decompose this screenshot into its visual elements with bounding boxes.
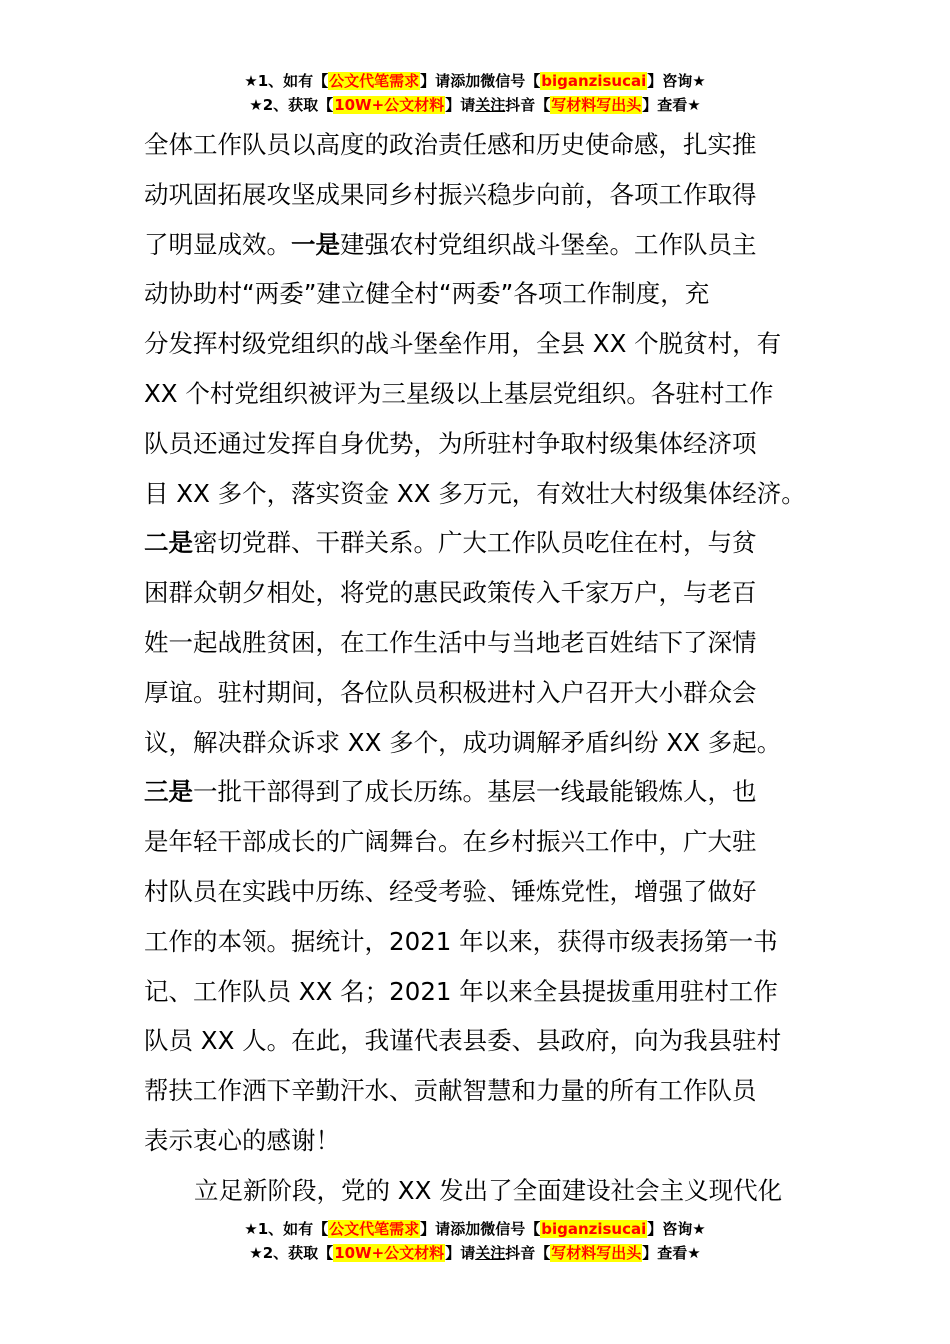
promo-emphasis: 添加 bbox=[450, 72, 481, 90]
text-line: 议，解决群众诉求 XX 多个，成功调解矛盾纠纷 XX 多起。 bbox=[144, 727, 782, 757]
promo-highlight: biganzisucai bbox=[541, 72, 647, 90]
point-marker: 三是 bbox=[144, 777, 193, 807]
promo-text: 抖音【 bbox=[505, 96, 551, 114]
text-line: 记、工作队员 XX 名；2021 年以来全县提拔重用驻村工作 bbox=[144, 976, 778, 1006]
header-promo-banner bbox=[0, 69, 950, 117]
promo-line-1 bbox=[0, 69, 950, 93]
text-line: 是年轻干部成长的广阔舞台。在乡村振兴工作中，广大驻 bbox=[144, 827, 757, 857]
point-marker: 一是 bbox=[291, 229, 340, 259]
text-line: 立足新阶段，党的 XX 发出了全面建设社会主义现代化 bbox=[194, 1175, 783, 1205]
text-line bbox=[144, 518, 812, 568]
text-line: 目 XX 多个，落实资金 XX 多万元，有效壮大村级集体经济。 bbox=[144, 478, 806, 508]
footer-promo-banner bbox=[0, 1217, 950, 1265]
promo-text: 】咨询★ bbox=[647, 72, 706, 90]
promo-text: ★1、如有【 bbox=[244, 1220, 329, 1238]
text-line: 厚谊。驻村期间，各位队员积极进村入户召开大小群众会 bbox=[144, 677, 757, 707]
promo-text: 】请 bbox=[420, 1220, 451, 1238]
text-line bbox=[144, 767, 812, 817]
promo-highlight: 写材料写出头 bbox=[551, 1244, 642, 1262]
promo-highlight: 公文代笔需求 bbox=[329, 72, 420, 90]
promo-highlight: 写材料写出头 bbox=[551, 96, 642, 114]
document-body bbox=[144, 120, 812, 1216]
promo-text: 】请 bbox=[445, 96, 476, 114]
promo-text: 】咨询★ bbox=[647, 1220, 706, 1238]
promo-highlight: 10W+公文材料 bbox=[334, 1244, 445, 1262]
promo-line-2 bbox=[0, 93, 950, 117]
promo-line-2 bbox=[0, 1241, 950, 1265]
promo-highlight: 10W+公文材料 bbox=[334, 96, 445, 114]
promo-text: 】请 bbox=[445, 1244, 476, 1262]
text-line: 队员 XX 人。在此，我谨代表县委、县政府，向为我县驻村 bbox=[144, 1026, 782, 1056]
text-line: 姓一起战胜贫困，在工作生活中与当地老百姓结下了深情 bbox=[144, 627, 757, 657]
promo-text: 微信号【 bbox=[480, 72, 541, 90]
text-line: 动巩固拓展攻坚成果同乡村振兴稳步向前，各项工作取得 bbox=[144, 179, 757, 209]
text-line bbox=[144, 220, 812, 270]
promo-text: 】查看★ bbox=[642, 96, 701, 114]
promo-text: ★1、如有【 bbox=[244, 72, 329, 90]
text-line: 表示衷心的感谢！ bbox=[144, 1125, 340, 1155]
text-line: 帮扶工作洒下辛勤汗水、贡献智慧和力量的所有工作队员 bbox=[144, 1076, 757, 1106]
promo-text: ★2、获取【 bbox=[249, 96, 334, 114]
promo-text: 微信号【 bbox=[480, 1220, 541, 1238]
text-line: 全体工作队员以高度的政治责任感和历史使命感，扎实推 bbox=[144, 130, 757, 159]
point-marker: 二是 bbox=[144, 528, 193, 558]
text-line: XX 个村党组织被评为三星级以上基层党组织。各驻村工作 bbox=[144, 378, 774, 408]
text-line: 动协助村“两委”建立健全村“两委”各项工作制度，充 bbox=[144, 279, 710, 309]
text-line: 队员还通过发挥自身优势，为所驻村争取村级集体经济项 bbox=[144, 428, 757, 458]
text-line: 工作的本领。据统计，2021 年以来，获得市级表扬第一书 bbox=[144, 926, 778, 956]
text-span: 密切党群、干群关系。广大工作队员吃住在村，与贫 bbox=[193, 528, 757, 558]
text-span: 了明显成效。 bbox=[144, 229, 291, 259]
promo-emphasis: 关注 bbox=[475, 96, 506, 114]
promo-text: 抖音【 bbox=[505, 1244, 551, 1262]
promo-text: 】查看★ bbox=[642, 1244, 701, 1262]
promo-line-1 bbox=[0, 1217, 950, 1241]
text-span: 建强农村党组织战斗堡垒。工作队员主 bbox=[340, 229, 757, 259]
text-line: 村队员在实践中历练、经受考验、锤炼党性，增强了做好 bbox=[144, 876, 757, 906]
promo-text: 】请 bbox=[420, 72, 451, 90]
promo-emphasis: 添加 bbox=[450, 1220, 481, 1238]
text-span: 一批干部得到了成长历练。基层一线最能锻炼人，也 bbox=[193, 777, 757, 807]
promo-highlight: 公文代笔需求 bbox=[329, 1220, 420, 1238]
text-line: 分发挥村级党组织的战斗堡垒作用，全县 XX 个脱贫村，有 bbox=[144, 329, 782, 359]
promo-text: ★2、获取【 bbox=[249, 1244, 334, 1262]
promo-highlight: biganzisucai bbox=[541, 1220, 647, 1238]
promo-emphasis: 关注 bbox=[475, 1244, 506, 1262]
text-line: 困群众朝夕相处，将党的惠民政策传入千家万户，与老百 bbox=[144, 578, 757, 608]
